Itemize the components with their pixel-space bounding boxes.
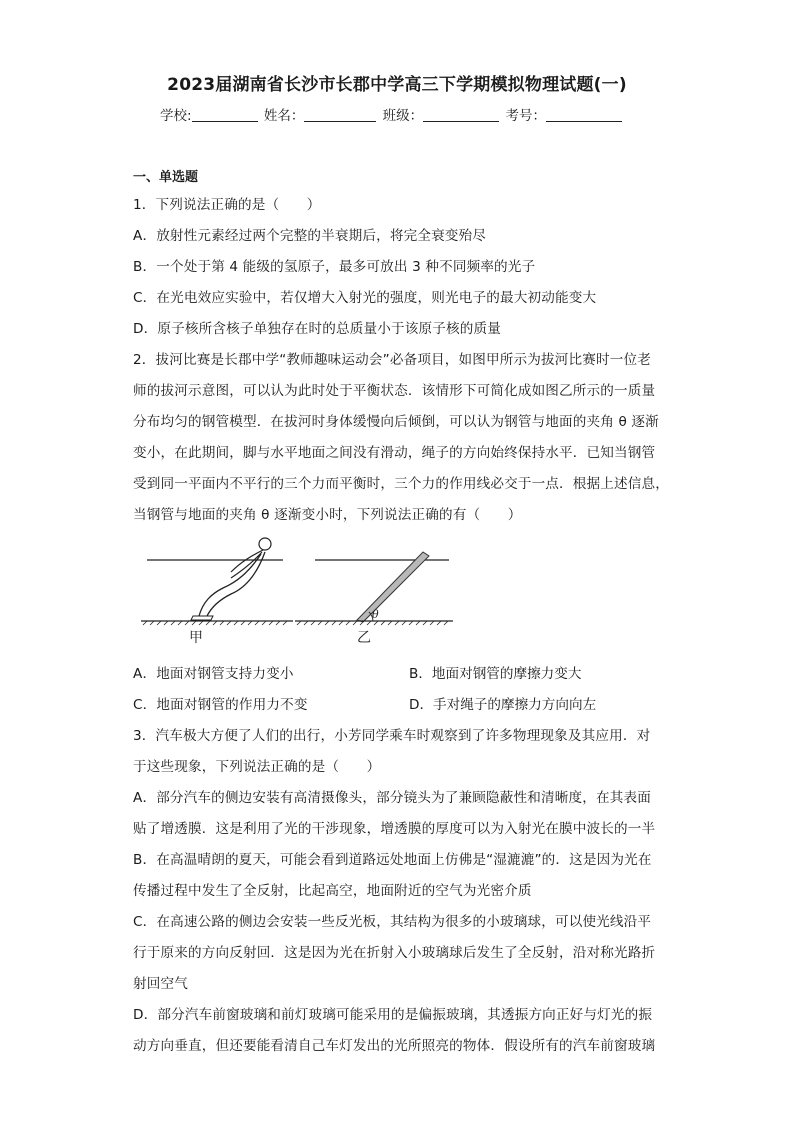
q2-stem-line-1: 2．拔河比赛是长郡中学“教师趣味运动会”必备项目，如图甲所示为拔河比赛时一位老 (133, 352, 651, 368)
q3-option-c-line-2: 行于原来的方向反射回．这是因为光在折射入小玻璃球后发生了全反射，沿对称光路折 (133, 945, 656, 961)
figure-jia (141, 538, 293, 646)
q3-option-c-line-3: 射回空气 (133, 976, 188, 992)
exam-no-blank[interactable] (546, 107, 622, 122)
school-label: 学校: (160, 108, 192, 124)
q2-option-c: C．地面对钢管的作用力不变 (133, 697, 308, 713)
class-label: 班级： (382, 108, 424, 124)
q2-option-a: A．地面对钢管支持力变小 (133, 666, 294, 682)
q3-stem-line-2: 于这些现象，下列说法正确的是（ ） (133, 759, 381, 775)
figure-label-yi: 乙 (357, 630, 371, 646)
q2-stem-line-2: 师的拔河示意图，可以认为此时处于平衡状态．该情形下可简化成如图乙所示的一质量 (133, 383, 656, 399)
q1-option-a: A．放射性元素经过两个完整的半衰期后，将完全衰变殆尽 (133, 228, 487, 244)
q1-option-b: B．一个处于第 4 能级的氢原子，最多可放出 3 种不同频率的光子 (133, 259, 536, 275)
figure-yi (295, 552, 453, 646)
q2-stem-line-4: 变小，在此期间，脚与水平地面之间没有滑动，绳子的方向始终保持水平．已知当钢管 (133, 445, 656, 461)
page-title: 2023届湖南省长沙市长郡中学高三下学期模拟物理试题(一) (167, 75, 627, 95)
q3-option-b-line-2: 传播过程中发生了全反射，比起高空，地面附近的空气为光密介质 (133, 883, 532, 899)
q2-option-d: D．手对绳子的摩擦力方向向左 (409, 697, 597, 713)
school-blank[interactable] (192, 107, 258, 122)
q3-option-a-line-1: A．部分汽车的侧边安装有高清摄像头，部分镜头为了兼顾隐蔽性和清晰度，在其表面 (133, 790, 651, 806)
q2-stem-line-3: 分布均匀的钢管模型．在拔河时身体缓慢向后倾倒，可以认为钢管与地面的夹角 θ 逐渐 (133, 414, 659, 430)
q2-stem-line-5: 受到同一平面内不平行的三个力而平衡时，三个力的作用线必交于一点．根据上述信息， (133, 476, 670, 492)
arm-shape (231, 550, 263, 572)
name-blank[interactable] (304, 107, 376, 122)
name-label: 姓名： (263, 108, 305, 124)
steel-pipe-shape (357, 552, 429, 622)
q3-option-d-line-1: D．部分汽车前窗玻璃和前灯玻璃可能采用的是偏振玻璃，其透振方向正好与灯光的振 (133, 1007, 653, 1023)
q1-option-d: D．原子核所含核子单独存在时的总质量小于该原子核的质量 (133, 321, 501, 337)
q3-stem-line-1: 3．汽车极大方便了人们的出行，小芳同学乘车时观察到了许多物理现象及其应用．对 (133, 728, 651, 744)
tug-of-war-figure (133, 532, 473, 648)
section-title: 一、单选题 (133, 170, 199, 185)
q2-option-b: B．地面对钢管的摩擦力变大 (409, 666, 582, 682)
q3-option-a-line-2: 贴了增透膜．这是利用了光的干涉现象，增透膜的厚度可以为入射光在膜中波长的一半 (133, 821, 656, 837)
foot-shape (191, 616, 213, 620)
figure-label-jia: 甲 (189, 630, 203, 646)
class-blank[interactable] (423, 107, 499, 122)
student-info-row (160, 104, 624, 124)
exam-no-label: 考号： (505, 108, 546, 124)
q1-stem: 1．下列说法正确的是（ ） (133, 197, 321, 213)
q3-option-b-line-1: B．在高温晴朗的夏天，可能会看到道路远处地面上仿佛是“湿漉漉”的．这是因为光在 (133, 852, 652, 868)
q3-option-c-line-1: C．在高速公路的侧边会安装一些反光板，其结构为很多的小玻璃球，可以使光线沿平 (133, 914, 652, 930)
q3-option-d-line-2: 动方向垂直，但还要能看清自己车灯发出的光所照亮的物体．假设所有的汽车前窗玻璃 (133, 1038, 656, 1054)
q1-option-c: C．在光电效应实验中，若仅增大入射光的强度，则光电子的最大初动能变大 (133, 290, 597, 306)
q2-stem-line-6: 当钢管与地面的夹角 θ 逐渐变小时，下列说法正确的有（ ） (133, 507, 522, 523)
head-icon (259, 538, 271, 550)
body-shape (199, 554, 261, 616)
theta-label: θ (372, 608, 379, 621)
